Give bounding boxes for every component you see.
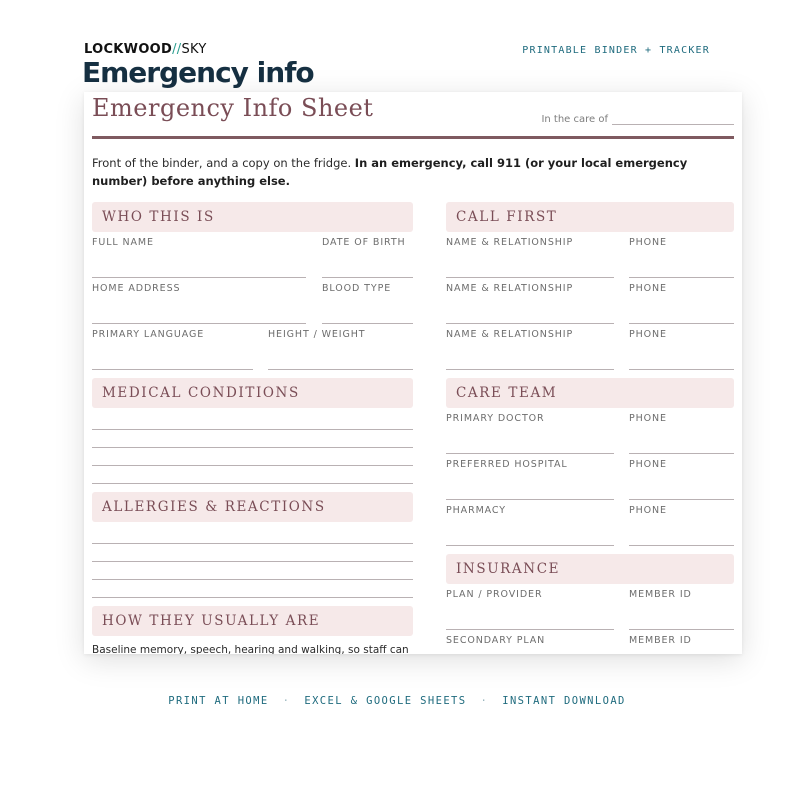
field-line <box>446 545 614 546</box>
field-line <box>629 369 734 370</box>
write-line <box>92 526 413 544</box>
field-line <box>268 369 413 370</box>
primary-language-label: PRIMARY LANGUAGE <box>92 329 205 340</box>
footer-separator: · <box>480 695 489 707</box>
section-care-team: CARE TEAM <box>446 378 734 408</box>
secondary-plan-label: SECONDARY PLAN <box>446 635 546 646</box>
footer-item-print: PRINT AT HOME <box>168 695 269 707</box>
hospital-phone-field[interactable] <box>629 454 734 500</box>
write-line <box>92 466 413 484</box>
section-insurance: INSURANCE <box>446 554 734 584</box>
footer-item-sheets: EXCEL & GOOGLE SHEETS <box>304 695 467 707</box>
brand-name-bold: LOCKWOOD <box>84 42 173 57</box>
blood-type-field[interactable] <box>322 278 413 324</box>
member-id-label: MEMBER ID <box>629 589 692 600</box>
section-medical-conditions: MEDICAL CONDITIONS <box>92 378 413 408</box>
phone-label: PHONE <box>629 237 667 248</box>
pharmacy-field[interactable] <box>446 500 614 546</box>
brand-logo <box>84 42 207 57</box>
tagline: PRINTABLE BINDER + TRACKER <box>522 45 710 56</box>
date-of-birth-field[interactable] <box>322 232 413 278</box>
call-first-phone-field[interactable] <box>629 278 734 324</box>
primary-doctor-field[interactable] <box>446 408 614 454</box>
member-id-field[interactable] <box>629 584 734 630</box>
care-of-line <box>612 117 734 125</box>
preferred-hospital-label: PREFERRED HOSPITAL <box>446 459 568 470</box>
name-relationship-label: NAME & RELATIONSHIP <box>446 237 574 248</box>
write-line <box>92 430 413 448</box>
section-allergies-reactions: ALLERGIES & REACTIONS <box>92 492 413 522</box>
footer-item-download: INSTANT DOWNLOAD <box>502 695 626 707</box>
primary-doctor-label: PRIMARY DOCTOR <box>446 413 545 424</box>
name-relationship-label: NAME & RELATIONSHIP <box>446 329 574 340</box>
pharmacy-phone-field[interactable] <box>629 500 734 546</box>
intro-bold: In an emergency, call 911 (or your local emergency number) before anything else. <box>92 156 688 188</box>
secondary-member-id-field[interactable] <box>629 630 734 654</box>
page-title: Emergency info <box>82 56 314 89</box>
full-name-field[interactable] <box>92 232 306 278</box>
plan-provider-label: PLAN / PROVIDER <box>446 589 543 600</box>
section-call-first: CALL FIRST <box>446 202 734 232</box>
usual-description: Baseline memory, speech, hearing and walking, so staff can <box>92 644 409 654</box>
call-first-name-field[interactable] <box>446 232 614 278</box>
footer-separator: · <box>282 695 291 707</box>
call-first-name-field[interactable] <box>446 324 614 370</box>
write-line <box>92 580 413 598</box>
plan-provider-field[interactable] <box>446 584 614 630</box>
phone-label: PHONE <box>629 413 667 424</box>
call-first-phone-field[interactable] <box>629 324 734 370</box>
brand-separator: // <box>172 42 182 57</box>
phone-label: PHONE <box>629 505 667 516</box>
field-line <box>92 369 253 370</box>
intro-text <box>92 154 722 190</box>
phone-label: PHONE <box>629 459 667 470</box>
left-column <box>92 202 413 654</box>
primary-language-field[interactable] <box>92 324 253 370</box>
write-line <box>92 448 413 466</box>
call-first-phone-field[interactable] <box>629 232 734 278</box>
emergency-info-sheet <box>84 92 742 654</box>
height-weight-label: HEIGHT / WEIGHT <box>268 329 366 340</box>
footer-features <box>0 695 794 707</box>
field-line <box>629 545 734 546</box>
phone-label: PHONE <box>629 329 667 340</box>
member-id-label: MEMBER ID <box>629 635 692 646</box>
height-weight-field[interactable] <box>268 324 413 370</box>
care-of-field <box>541 114 734 125</box>
home-address-label: HOME ADDRESS <box>92 283 181 294</box>
medical-conditions-lines[interactable] <box>92 408 413 484</box>
right-column <box>446 202 734 654</box>
sheet-title: Emergency Info Sheet <box>92 94 374 122</box>
phone-label: PHONE <box>629 283 667 294</box>
care-of-label: In the care of <box>541 114 608 125</box>
section-who-this-is: WHO THIS IS <box>92 202 413 232</box>
full-name-label: FULL NAME <box>92 237 154 248</box>
write-line <box>92 562 413 580</box>
secondary-plan-field[interactable] <box>446 630 614 654</box>
section-how-they-usually-are: HOW THEY USUALLY ARE <box>92 606 413 636</box>
intro-plain: Front of the binder, and a copy on the fridge. <box>92 156 355 170</box>
pharmacy-label: PHARMACY <box>446 505 506 516</box>
field-line <box>446 369 614 370</box>
allergies-lines[interactable] <box>92 522 413 598</box>
write-line <box>92 544 413 562</box>
call-first-name-field[interactable] <box>446 278 614 324</box>
preferred-hospital-field[interactable] <box>446 454 614 500</box>
doctor-phone-field[interactable] <box>629 408 734 454</box>
name-relationship-label: NAME & RELATIONSHIP <box>446 283 574 294</box>
brand-name-light: SKY <box>181 42 207 57</box>
dob-label: DATE OF BIRTH <box>322 237 406 248</box>
blood-type-label: BLOOD TYPE <box>322 283 392 294</box>
write-line <box>92 412 413 430</box>
home-address-field[interactable] <box>92 278 306 324</box>
title-divider <box>92 136 734 139</box>
